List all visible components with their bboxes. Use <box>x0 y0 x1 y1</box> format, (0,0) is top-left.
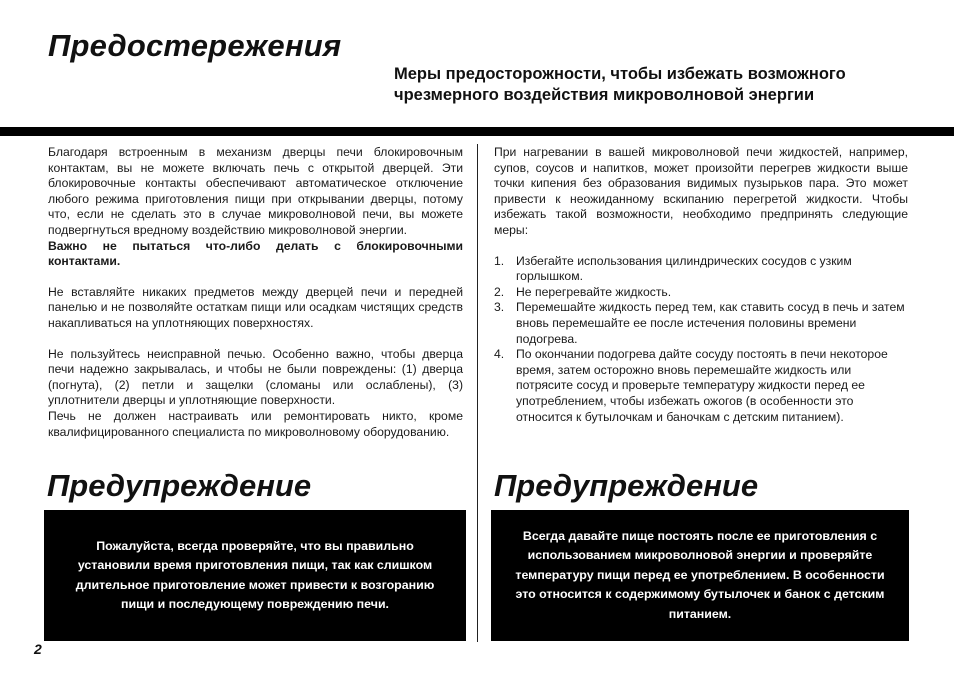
warning-text-left: Пожалуйста, всегда проверяйте, что вы правильно установили время приготовления пищи, так как слишком длительное приготовление может привести к возгоранию пищи и последующему повреждению печи. <box>75 538 435 611</box>
repair-paragraph: Печь не должен настраивать или ремонтировать никто, кроме квалифицированного специалиста по микроволновому оборудованию. <box>48 408 463 439</box>
right-column <box>494 145 908 425</box>
column-divider <box>477 144 478 642</box>
left-column <box>48 145 463 440</box>
warning-text-right: Всегда давайте пище постоять после ее приготовления с использованием микроволновой энергии и проверяйте температуру пищи перед ее употреблением. В особенности это относится к содержимому бутылочек и банок с детским питанием. <box>515 528 885 621</box>
subtitle-line-2: чрезмерного воздействия микроволновой энергии <box>394 86 815 104</box>
list-item <box>494 254 908 285</box>
list-item-text: Перемешайте жидкость перед тем, как ставить сосуд в печь и затем вновь перемешайте ее после истечения половины времени подогрева. <box>516 300 905 346</box>
warning-box-right <box>491 510 909 641</box>
overheating-intro: При нагревании в вашей микроволновой печи жидкостей, например, супов, соусов и напитков, может произойти перегрев жидкости выше точки кипения без образования видимых пузырьков пара. Это может привести к неожиданному вскипанию перегретой жидкости. Чтобы избежать такой возможности, необходимо предпринять следующие меры: <box>494 145 908 237</box>
list-item-text: По окончании подогрева дайте сосуду постоять в печи некоторое время, затем осторожно вновь перемешайте жидкость или потрясите сосуд и проверьте температуру жидкости перед ее употреблением, чтобы избежать ожогов (в особенности это относится к бутылочкам и баночкам с детским питанием). <box>516 347 888 424</box>
warning-heading-right: Предупреждение <box>494 468 759 503</box>
subtitle-line-1: Меры предосторожности, чтобы избежать возможного <box>394 65 846 83</box>
header-rule <box>0 127 954 136</box>
precautions-list <box>494 254 908 426</box>
warning-heading-left: Предупреждение <box>47 468 312 503</box>
damaged-oven-paragraph: Не пользуйтесь неисправной печью. Особенно важно, чтобы дверца печи надежно закрывалась, и чтобы не были повреждены: (1) дверца (погнута), (2) петли и защелки (сломаны или ослаблены), (3) уплотнители дверцы и уплотняющие поверхности. <box>48 346 463 408</box>
page-title: Предостережения <box>48 28 342 63</box>
list-item <box>494 300 908 347</box>
list-item-text: Не перегревайте жидкость. <box>516 284 672 299</box>
door-interlock-paragraph: Благодаря встроенным в механизм дверцы печи блокировочным контактам, вы не можете включать печь с открытой дверцей. Эти блокировочные контакты обеспечивают автоматическое отключение любого режима приготовления пищи при открывании дверцы, потому что, если не сделать это в случае микроволновой печи, вы можете подвергнуться вредному воздействию микроволновой энергии. <box>48 145 463 237</box>
list-item <box>494 347 908 425</box>
list-item-number: 4. <box>494 347 505 362</box>
list-item-number: 1. <box>494 253 505 268</box>
list-item-number: 3. <box>494 300 505 315</box>
page-subtitle <box>394 64 934 106</box>
list-item-number: 2. <box>494 284 505 299</box>
no-objects-paragraph: Не вставляйте никаких предметов между дверцей печи и передней панелью и не позволяйте остаткам пищи или осадкам чистящих средств накапливаться на уплотняющих поверхностях. <box>48 284 463 330</box>
page-number: 2 <box>34 641 42 657</box>
interlock-warning-bold: Важно не пытаться что-либо делать с блокировочными контактами. <box>48 238 463 269</box>
warning-box-left <box>44 510 466 641</box>
list-item <box>494 285 908 301</box>
list-item-text: Избегайте использования цилиндрических сосудов с узким горлышком. <box>516 253 852 284</box>
